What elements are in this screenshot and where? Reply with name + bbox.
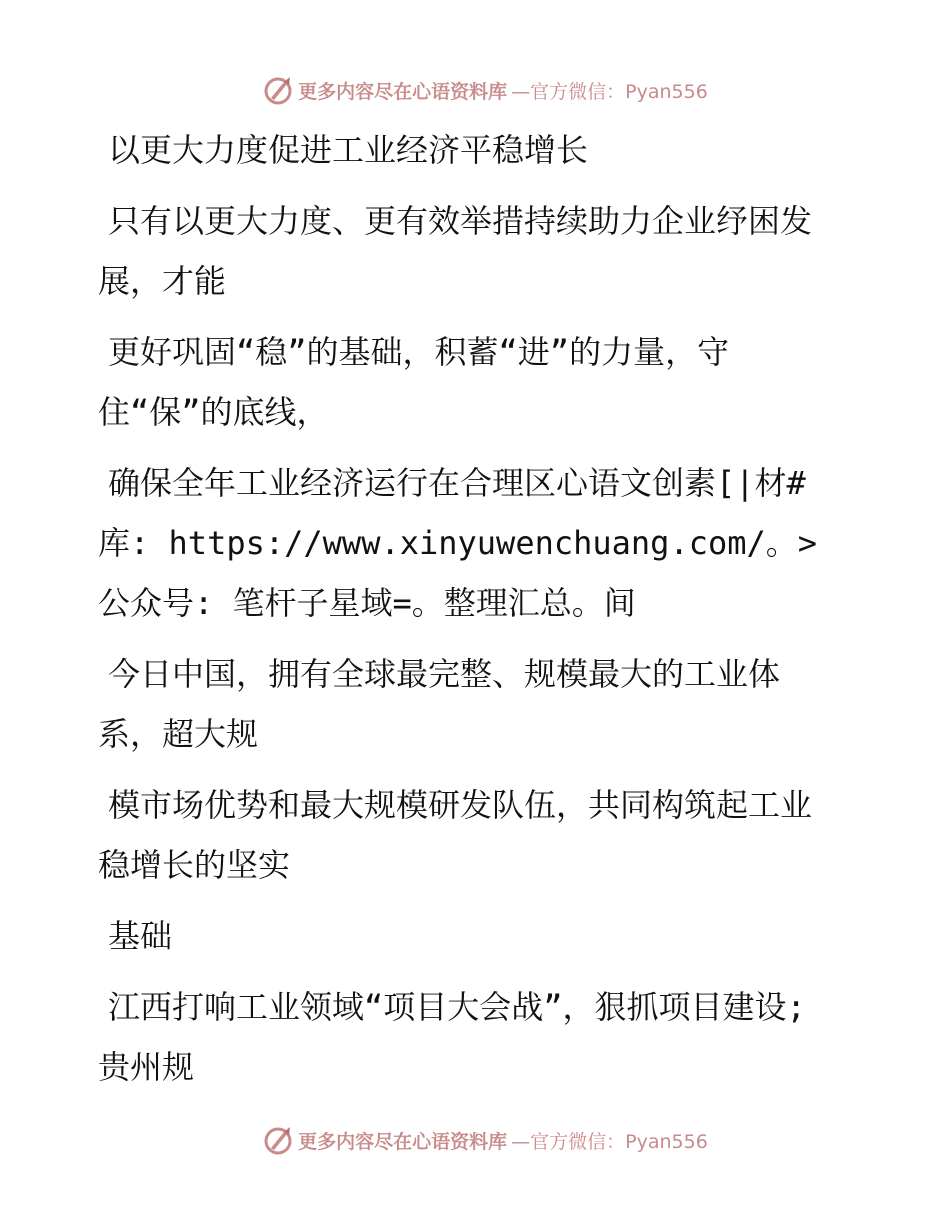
paragraph: 只有以更大力度、更有效举措持续助力企业纾困发展，才能 <box>98 202 813 300</box>
paragraph: 今日中国，拥有全球最完整、规模最大的工业体系，超大规 <box>98 655 781 753</box>
header-contact-text: —官方微信：Pyan556 <box>511 80 708 103</box>
header-banner-content <box>262 74 708 106</box>
footer-banner-content <box>262 1124 708 1156</box>
footer-brand-text: 更多内容尽在心语资料库 <box>298 1130 508 1153</box>
paragraph: 江西打响工业领域“项目大会战”，狠抓项目建设; 贵州规 <box>98 988 806 1086</box>
paragraph: 模市场优势和最大规模研发队伍，共同构筑起工业稳增长的坚实 <box>98 786 813 884</box>
document-body <box>98 120 838 1108</box>
paragraph: 确保全年工业经济运行在合理区心语文创素[|材#库: https://www.xinyuwenchuang.com/。>公众号: 笔杆子星域=。整理汇总。间 <box>98 464 818 622</box>
quill-pen-logo-icon <box>262 1124 294 1156</box>
header-brand-text: 更多内容尽在心语资料库 <box>298 80 508 103</box>
footer-contact-text: —官方微信：Pyan556 <box>511 1130 708 1153</box>
paragraph: 基础 <box>108 917 173 955</box>
header-banner <box>0 70 950 110</box>
paragraph-title: 以更大力度促进工业经济平稳增长 <box>108 131 589 169</box>
quill-pen-logo-icon <box>262 74 294 106</box>
paragraph: 更好巩固“稳”的基础，积蓄“进”的力量，守住“保”的底线， <box>98 333 730 431</box>
footer-banner <box>0 1120 950 1160</box>
